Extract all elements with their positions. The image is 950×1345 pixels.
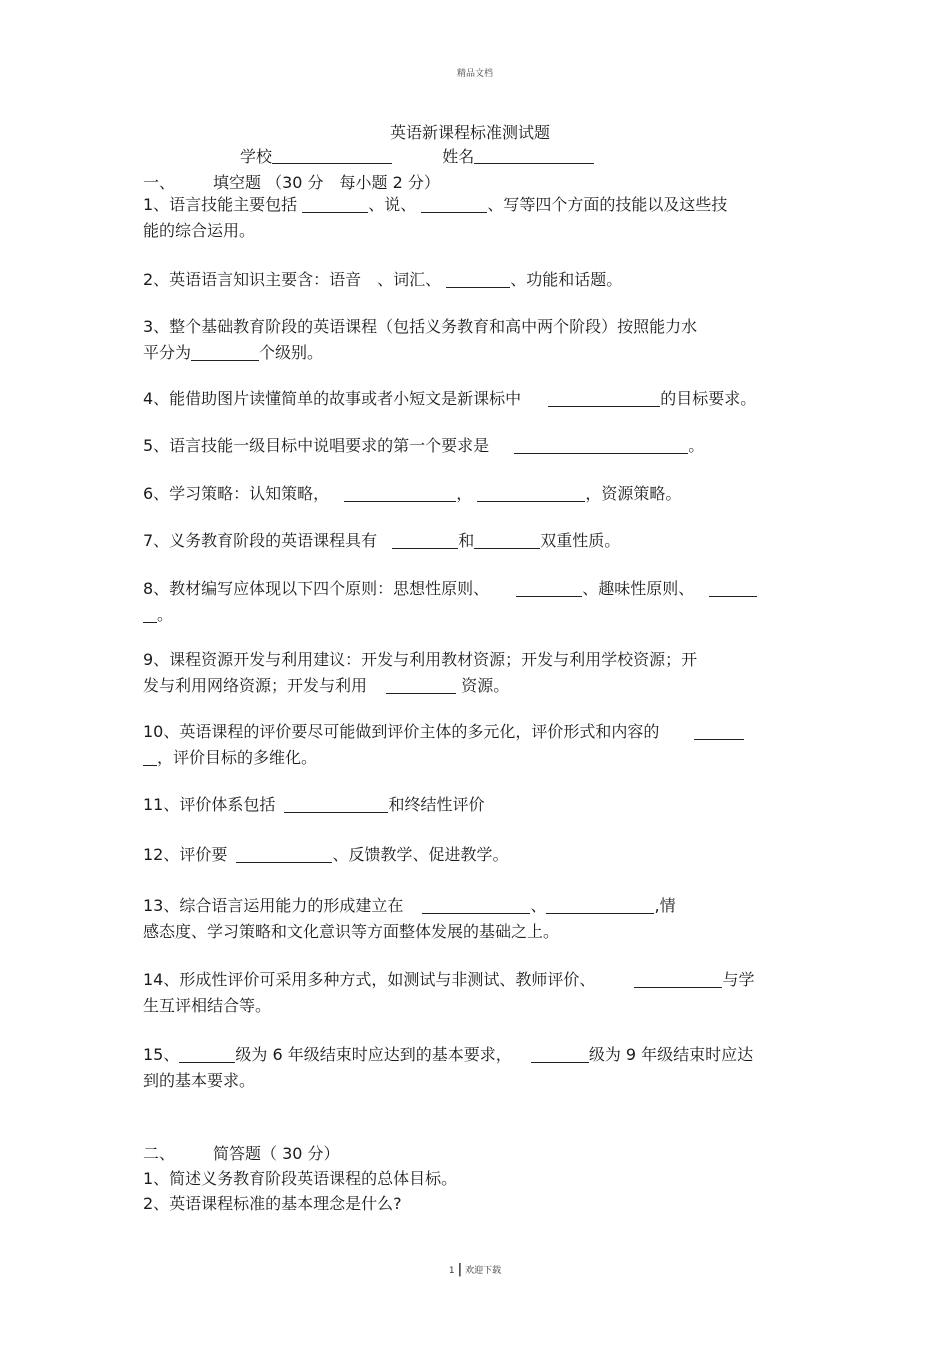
- q9-blank-1[interactable]: [386, 676, 456, 694]
- q12-blank-1[interactable]: [236, 845, 332, 863]
- q2-text-b: 、功能和话题。: [510, 270, 623, 289]
- section-2-number: 二、: [143, 1144, 176, 1163]
- q15-text-c: 级为 9 年级结束时应达: [588, 1045, 754, 1064]
- q15-text-b: 级为 6 年级结束时应达到的基本要求，: [235, 1045, 512, 1064]
- q8-text-b: 、趣味性原则、: [582, 579, 695, 598]
- q9-text-b: 发与利用网络资源；开发与利用: [143, 676, 368, 695]
- question-15: [143, 1042, 811, 1094]
- q11-text-b: 和终结性评价: [388, 795, 485, 814]
- name-label: 姓名: [442, 147, 475, 166]
- question-2: [143, 267, 811, 293]
- q5-text-b: 。: [688, 436, 705, 455]
- q9-text-a: 9、课程资源开发与利用建议：开发与利用教材资源；开发与利用学校资源；开: [143, 650, 698, 669]
- q10-text-b: ，评价目标的多维化。: [157, 748, 318, 767]
- q5-blank-1[interactable]: [514, 436, 688, 454]
- q4-text-a: 4、能借助图片读懂简单的故事或者小短文是新课标中: [143, 389, 522, 408]
- section-1-heading: [143, 170, 440, 193]
- q6-text-b: ，: [456, 484, 473, 503]
- question-11: [143, 792, 811, 818]
- page-marker: |: [457, 1262, 463, 1277]
- q14-text-a: 14、形成性评价可采用多种方式，如测试与非测试、教师评价、: [143, 970, 596, 989]
- q13-text-b: 、: [530, 896, 547, 915]
- q13-blank-2[interactable]: [546, 896, 654, 914]
- section-1-title: 填空题 （30 分 每小题 2 分）: [213, 173, 440, 192]
- q2-blank-1[interactable]: [446, 270, 510, 288]
- q6-blank-2[interactable]: [477, 484, 585, 502]
- header-note: 精品文档: [456, 69, 493, 79]
- q15-text-a: 15、: [143, 1045, 180, 1064]
- question-1: [143, 192, 811, 244]
- question-14: [143, 967, 811, 1019]
- q3-text-b: 平分为: [143, 343, 192, 362]
- q5-text-a: 5、语言技能一级目标中说唱要求的第一个要求是: [143, 436, 490, 455]
- section-1-number: 一、: [143, 173, 176, 192]
- q2-text-a: 2、英语语言知识主要含：语音 、词汇、: [143, 270, 442, 289]
- q1-text-b: 、说、: [368, 195, 417, 214]
- short-answer-2: 2、英语课程标准的基本理念是什么?: [143, 1194, 402, 1213]
- q9-text-c: 资源。: [461, 676, 510, 695]
- question-6: [143, 481, 811, 507]
- page-number: 1: [448, 1266, 455, 1276]
- page-title: 英语新课程标准测试题: [389, 123, 550, 142]
- q6-text-c: ，资源策略。: [585, 484, 682, 503]
- q13-text-c: ,情: [654, 896, 676, 915]
- section-2-heading: [143, 1141, 340, 1164]
- q15-text-d: 到的基本要求。: [143, 1071, 256, 1090]
- q1-blank-2[interactable]: [421, 195, 487, 213]
- q8-blank-1[interactable]: [516, 579, 582, 597]
- q6-text-a: 6、学习策略：认知策略，: [143, 484, 330, 503]
- question-10: [143, 719, 811, 771]
- school-blank[interactable]: [272, 147, 392, 164]
- question-13: [143, 893, 811, 945]
- q10-blank-1a[interactable]: [694, 722, 744, 740]
- q1-text-a: 1、语言技能主要包括: [143, 195, 298, 214]
- student-info-line: [240, 144, 594, 167]
- q11-text-a: 11、评价体系包括: [143, 795, 276, 814]
- question-3: [143, 314, 811, 366]
- short-answer-1: 1、简述义务教育阶段英语课程的总体目标。: [143, 1169, 458, 1188]
- q13-text-d: 感态度、学习策略和文化意识等方面整体发展的基础之上。: [143, 922, 560, 941]
- q4-blank-1[interactable]: [548, 389, 660, 407]
- q12-text-a: 12、评价要: [143, 845, 228, 864]
- q14-text-c: 生互评相结合等。: [143, 996, 272, 1015]
- q8-blank-2a[interactable]: [709, 579, 757, 597]
- q7-blank-2[interactable]: [474, 531, 540, 549]
- q7-text-a: 7、义务教育阶段的英语课程具有: [143, 531, 378, 550]
- q4-text-b: 的目标要求。: [660, 389, 757, 408]
- q7-blank-1[interactable]: [392, 531, 458, 549]
- q10-text-a: 10、英语课程的评价要尽可能做到评价主体的多元化，评价形式和内容的: [143, 722, 660, 741]
- q1-text-d: 能的综合运用。: [143, 221, 256, 240]
- q15-blank-2[interactable]: [531, 1045, 589, 1063]
- q14-blank-1[interactable]: [634, 970, 722, 988]
- q13-blank-1[interactable]: [422, 896, 530, 914]
- q15-blank-1[interactable]: [179, 1045, 235, 1063]
- q8-text-a: 8、教材编写应体现以下四个原则：思想性原则、: [143, 579, 490, 598]
- q1-blank-1[interactable]: [302, 195, 368, 213]
- q1-text-c: 、写等四个方面的技能以及这些技: [487, 195, 728, 214]
- question-4: [143, 386, 811, 412]
- question-9: [143, 647, 811, 699]
- q11-blank-1[interactable]: [284, 795, 388, 813]
- section-2-title: 简答题（ 30 分）: [213, 1144, 340, 1163]
- question-7: [143, 528, 811, 554]
- footer-text: 欢迎下载: [465, 1266, 502, 1276]
- q8-text-c: 。: [157, 605, 174, 624]
- question-5: [143, 433, 811, 459]
- q8-blank-2b[interactable]: [143, 605, 157, 623]
- name-blank[interactable]: [474, 147, 594, 164]
- q3-blank-1[interactable]: [191, 343, 259, 361]
- q14-text-b: 与学: [722, 970, 755, 989]
- school-label: 学校: [240, 147, 273, 166]
- question-8: [143, 576, 811, 628]
- page-footer: [0, 1262, 950, 1277]
- q10-blank-1b[interactable]: [143, 748, 157, 766]
- q12-text-b: 、反馈教学、促进教学。: [332, 845, 509, 864]
- q3-text-c: 个级别。: [259, 343, 324, 362]
- q3-text-a: 3、整个基础教育阶段的英语课程（包括义务教育和高中两个阶段）按照能力水: [143, 317, 698, 336]
- q13-text-a: 13、综合语言运用能力的形成建立在: [143, 896, 404, 915]
- q6-blank-1[interactable]: [344, 484, 456, 502]
- q7-text-c: 双重性质。: [540, 531, 621, 550]
- question-12: [143, 842, 811, 868]
- q7-text-b: 和: [458, 531, 475, 550]
